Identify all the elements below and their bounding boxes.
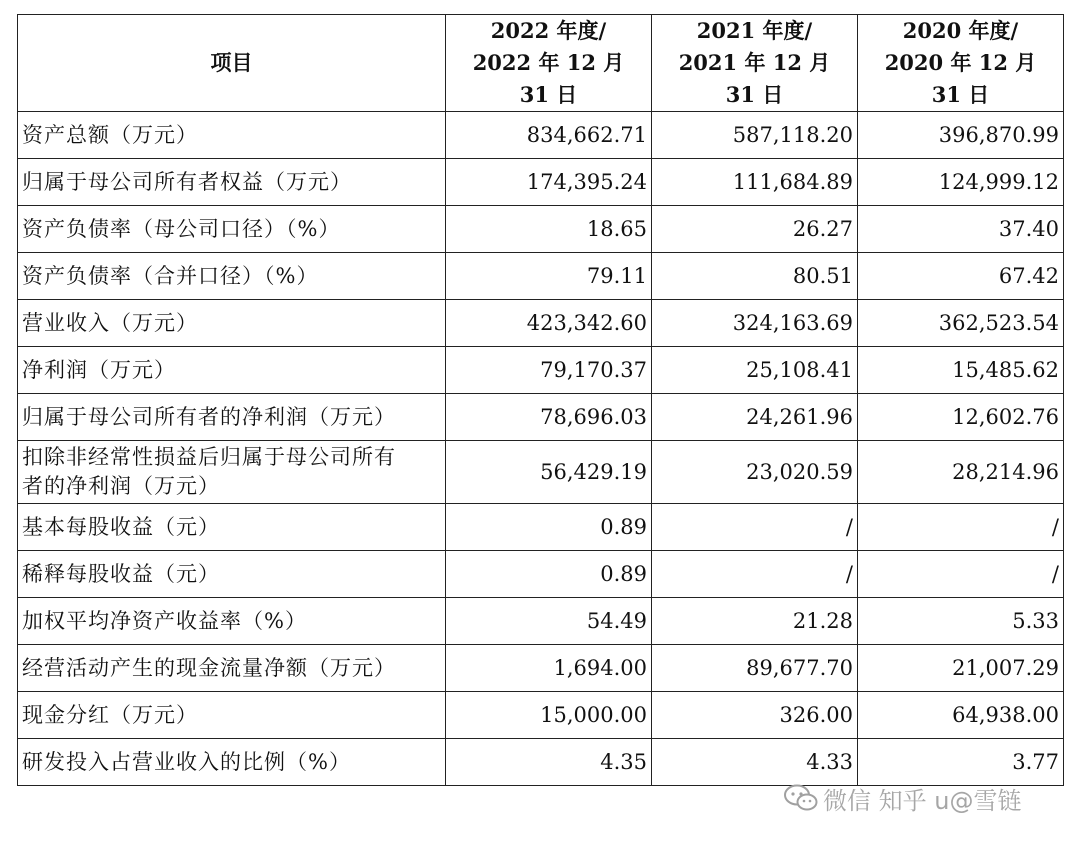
row-label <box>18 441 446 504</box>
cell-2022: 79,170.37 <box>446 347 652 394</box>
row-label-line: 者的净利润（万元） <box>22 474 220 498</box>
cell-2021: 23,020.59 <box>652 441 858 504</box>
header-line: 2022 年度/ <box>490 18 607 43</box>
header-item <box>18 15 446 112</box>
header-line: 2021 年 12 月 <box>678 50 831 75</box>
wechat-icon <box>783 783 819 813</box>
cell-2022: 834,662.71 <box>446 112 652 159</box>
table-row <box>18 441 1064 504</box>
cell-2021: / <box>652 551 858 598</box>
header-item-line: 项目 <box>210 50 253 75</box>
cell-2021: 4.33 <box>652 739 858 786</box>
cell-2022: 18.65 <box>446 206 652 253</box>
cell-2021: 587,118.20 <box>652 112 858 159</box>
table-row <box>18 645 1064 692</box>
financial-table <box>17 14 1064 786</box>
cell-2021: 21.28 <box>652 598 858 645</box>
header-line: 31 日 <box>519 82 578 107</box>
table-header-row <box>18 15 1064 112</box>
cell-2021: 324,163.69 <box>652 300 858 347</box>
cell-2021: 80.51 <box>652 253 858 300</box>
row-label: 归属于母公司所有者权益（万元） <box>18 159 446 206</box>
cell-2022: 4.35 <box>446 739 652 786</box>
row-label: 稀释每股收益（元） <box>18 551 446 598</box>
cell-2020: 3.77 <box>858 739 1064 786</box>
header-line: 31 日 <box>725 82 784 107</box>
watermark <box>783 780 1021 816</box>
cell-2022: 1,694.00 <box>446 645 652 692</box>
row-label: 研发投入占营业收入的比例（%） <box>18 739 446 786</box>
cell-2021: 326.00 <box>652 692 858 739</box>
cell-2020: 67.42 <box>858 253 1064 300</box>
cell-2022: 78,696.03 <box>446 394 652 441</box>
cell-2020: 64,938.00 <box>858 692 1064 739</box>
cell-2020: / <box>858 504 1064 551</box>
row-label: 基本每股收益（元） <box>18 504 446 551</box>
table-row <box>18 347 1064 394</box>
cell-2021: 111,684.89 <box>652 159 858 206</box>
row-label: 资产负债率（母公司口径）（%） <box>18 206 446 253</box>
cell-2022: 0.89 <box>446 504 652 551</box>
cell-2020: / <box>858 551 1064 598</box>
cell-2020: 12,602.76 <box>858 394 1064 441</box>
header-line: 2022 年 12 月 <box>472 50 625 75</box>
row-label: 净利润（万元） <box>18 347 446 394</box>
cell-2022: 15,000.00 <box>446 692 652 739</box>
table-row <box>18 551 1064 598</box>
row-label: 加权平均净资产收益率（%） <box>18 598 446 645</box>
row-label: 现金分红（万元） <box>18 692 446 739</box>
cell-2021: 26.27 <box>652 206 858 253</box>
cell-2020: 5.33 <box>858 598 1064 645</box>
cell-2020: 37.40 <box>858 206 1064 253</box>
cell-2022: 0.89 <box>446 551 652 598</box>
table-row <box>18 300 1064 347</box>
cell-2020: 362,523.54 <box>858 300 1064 347</box>
cell-2022: 174,395.24 <box>446 159 652 206</box>
cell-2021: 89,677.70 <box>652 645 858 692</box>
row-label: 营业收入（万元） <box>18 300 446 347</box>
cell-2021: 25,108.41 <box>652 347 858 394</box>
row-label: 归属于母公司所有者的净利润（万元） <box>18 394 446 441</box>
header-line: 31 日 <box>931 82 990 107</box>
table-row <box>18 504 1064 551</box>
cell-2020: 124,999.12 <box>858 159 1064 206</box>
cell-2021: 24,261.96 <box>652 394 858 441</box>
header-line: 2021 年度/ <box>696 18 813 43</box>
table-row <box>18 159 1064 206</box>
table-row <box>18 112 1064 159</box>
header-line: 2020 年度/ <box>902 18 1019 43</box>
table-row <box>18 253 1064 300</box>
table-row <box>18 739 1064 786</box>
table-row <box>18 692 1064 739</box>
row-label: 资产负债率（合并口径）（%） <box>18 253 446 300</box>
header-2020 <box>858 15 1064 112</box>
cell-2020: 396,870.99 <box>858 112 1064 159</box>
table-row <box>18 394 1064 441</box>
cell-2022: 79.11 <box>446 253 652 300</box>
watermark-text: 微信 知乎 u@雪链 <box>823 786 1022 815</box>
cell-2020: 15,485.62 <box>858 347 1064 394</box>
row-label: 经营活动产生的现金流量净额（万元） <box>18 645 446 692</box>
header-2021 <box>652 15 858 112</box>
header-line: 2020 年 12 月 <box>884 50 1037 75</box>
cell-2021: / <box>652 504 858 551</box>
table-row <box>18 598 1064 645</box>
cell-2020: 28,214.96 <box>858 441 1064 504</box>
cell-2022: 56,429.19 <box>446 441 652 504</box>
header-2022 <box>446 15 652 112</box>
table-row <box>18 206 1064 253</box>
row-label-line: 扣除非经常性损益后归属于母公司所有 <box>22 445 396 469</box>
cell-2022: 54.49 <box>446 598 652 645</box>
cell-2020: 21,007.29 <box>858 645 1064 692</box>
row-label: 资产总额（万元） <box>18 112 446 159</box>
cell-2022: 423,342.60 <box>446 300 652 347</box>
